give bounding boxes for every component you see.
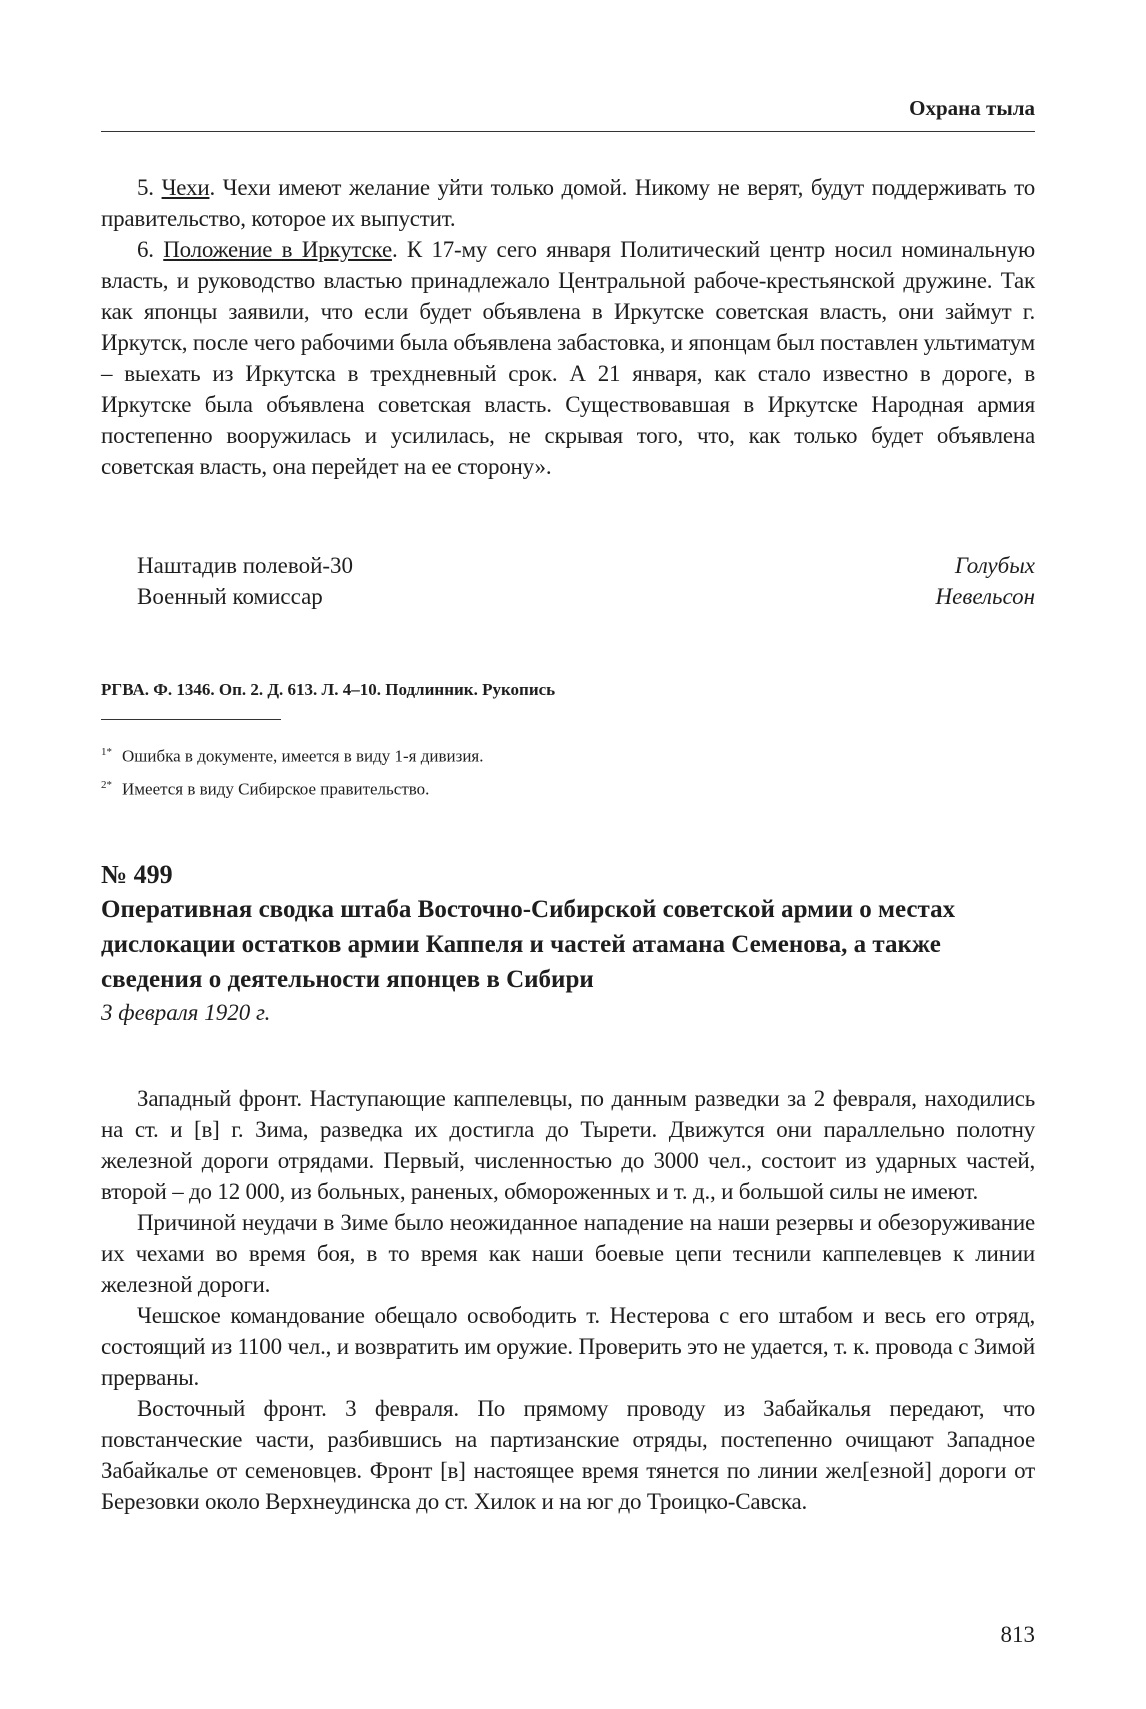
footnote-rule [101,719,281,720]
footnote [101,738,484,771]
running-header: Охрана тыла [909,96,1035,120]
signature-row [137,550,1035,581]
signature-row [137,581,1035,612]
signatures [137,550,1035,612]
document-body [101,1083,1035,1517]
footnote-mark: 1* [101,746,112,758]
paragraph: Восточный фронт. 3 февраля. По прямому проводу из Забайкалья передают, что повстанческие части, разбившись на партизанские отряды, постепенно очищают Западное Забайкалье от семеновцев. Фронт [в] настоящее время тянется по линии жел[езной] дороги от Березовки около Верхнеудинска до ст. Хилок и на юг до Троицко-Савска. [101,1396,1035,1514]
document-title: Оперативная сводка штаба Восточно-Сибирской советской армии о местах дислокации остатков армии Каппеля и частей атамана Семенова, а также сведения о деятельности японцев в Сибири [101,896,956,993]
signatory-position: Военный комиссар [137,584,323,609]
paragraph: Западный фронт. Наступающие каппелевцы, по данным разведки за 2 февраля, находились на ст. и [в] г. Зима, разведка их достигла до Тырети. Движутся они параллельно полотну железной дороги отрядами. Первый, численностью до 3000 чел., состоит из ударных частей, второй – до 12 000, из больных, раненых, обмороженных и т. д., и большой силы не имеют. [101,1086,1035,1204]
item-heading: Чехи [161,175,210,200]
item-heading: Положение в Иркутске [163,237,392,262]
signatory-position: Наштадив полевой-30 [137,553,354,578]
item-text: . К 17-му сего января Политический центр носил номинальную власть, и руководство властью принадлежало Центральной рабоче-крестьянской дружине. Так как японцы заявили, что если будет объявлена в Иркутске советская власть, они займут г. Иркутск, после чего рабочими была объявлена забастовка, и японцам был поставлен ультиматум – выехать из Иркутска в трехдневный срок. А 21 января, как стало известно в дороге, в Иркутске была объявлена советская власть. Существовавшая в Иркутске Народная армия постепенно вооружилась и усилилась, не скрывая того, что, как только будет объявлена советская власть, она перейдет на ее сторону». [101,237,1035,479]
header-rule [101,131,1035,132]
footnote-text: Ошибка в документе, имеется в виду 1-я дивизия. [122,746,484,766]
document-date: 3 февраля 1920 г. [101,1000,271,1025]
signatory-name: Невельсон [935,584,1035,609]
footnote-text: Имеется в виду Сибирское правительство. [122,779,430,799]
item-number: 6. [137,237,164,262]
item-number: 5. [137,175,162,200]
paragraph-5 [101,172,1035,234]
document-number: № 499 [101,860,173,889]
paragraph: Причиной неудачи в Зиме было неожиданное нападение на наши резервы и обезоруживание их чехами во время боя, в то время как наши боевые цепи теснили каппелевцев к линии железной дороги. [101,1210,1035,1297]
paragraph-6 [101,234,1035,482]
paragraph: Чешское командование обещало освободить т. Нестерова с его штабом и весь его отряд, состоящий из 1100 чел., и возвратить им оружие. Проверить это не удается, т. к. провода с Зимой прерваны. [101,1303,1035,1390]
page-number: 813 [1000,1622,1035,1647]
item-text: . Чехи имеют желание уйти только домой. Никому не верят, будут поддерживать то правительство, которое их выпустит. [101,175,1036,231]
footnote-mark: 2* [101,778,112,791]
footnotes [101,738,484,803]
signatory-name: Голубых [954,553,1035,578]
archive-reference: РГВА. Ф. 1346. Оп. 2. Д. 613. Л. 4–10. Подлинник. Рукопись [101,680,556,699]
footnote [101,771,484,804]
previous-document-ending [101,172,1035,482]
